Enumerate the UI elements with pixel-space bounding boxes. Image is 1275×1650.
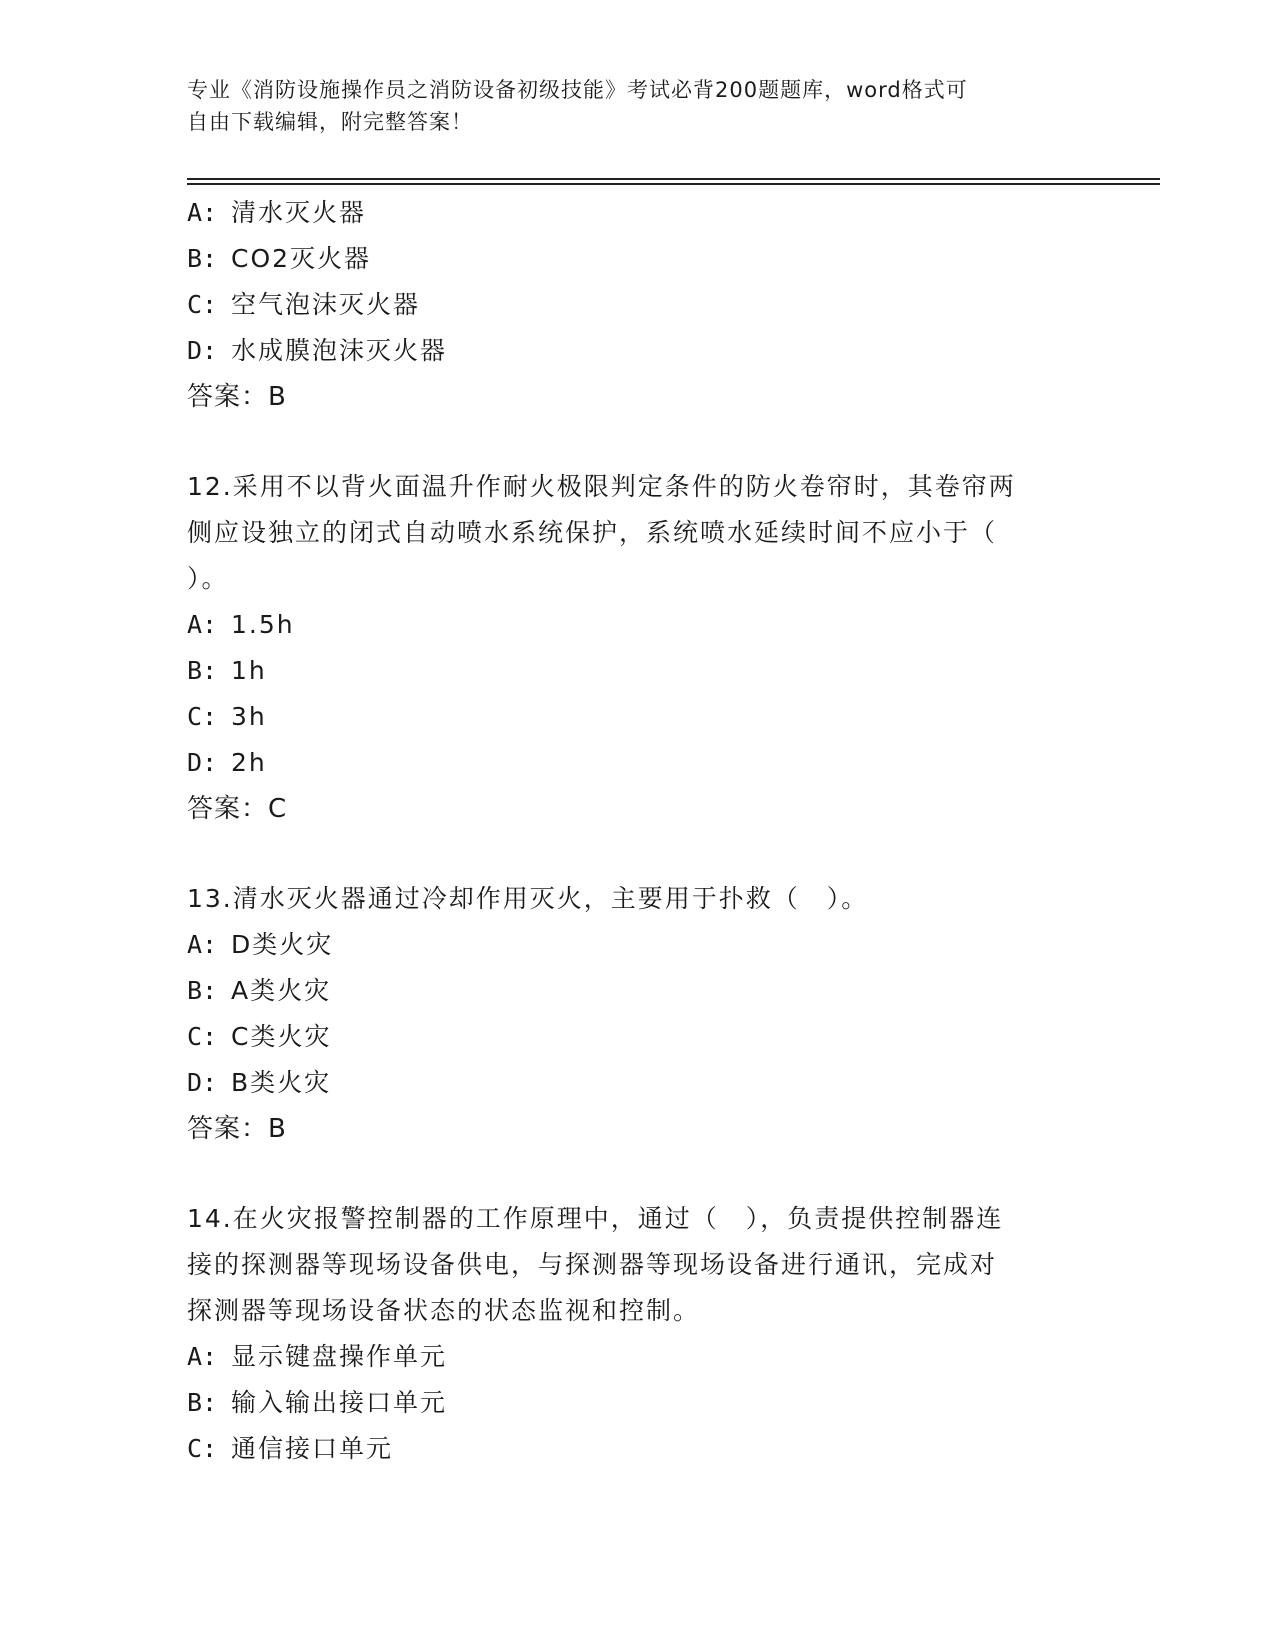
- option-text: 水成膜泡沫灭火器: [231, 336, 448, 365]
- option-label: A:: [187, 930, 218, 959]
- option-a: [187, 1334, 1087, 1380]
- header-line-1: 专业《消防设施操作员之消防设备初级技能》考试必背200题题库，word格式可: [187, 78, 968, 102]
- option-a: [187, 602, 1087, 648]
- option-label: C:: [187, 1434, 218, 1463]
- option-a: [187, 922, 1087, 968]
- option-text: 通信接口单元: [231, 1434, 394, 1463]
- option-d: [187, 1060, 1087, 1106]
- question-14-block: [187, 1196, 1087, 1472]
- question-11-block: [187, 190, 1087, 420]
- option-label: D:: [187, 336, 218, 365]
- question-list: [187, 190, 1087, 1472]
- spacer: [187, 832, 1087, 876]
- question-text-line: 探测器等现场设备状态的状态监视和控制。: [187, 1296, 701, 1325]
- header-divider-bottom: [187, 183, 1160, 185]
- option-label: B:: [187, 1388, 218, 1417]
- answer-line: 答案：B: [187, 382, 287, 412]
- answer-line: 答案：B: [187, 1114, 287, 1144]
- option-text: 1.5h: [231, 610, 295, 639]
- option-text: 1h: [231, 656, 267, 685]
- option-label: D:: [187, 748, 218, 777]
- option-text: 3h: [231, 702, 267, 731]
- question-text-line: ）。: [187, 564, 229, 593]
- option-label: B:: [187, 656, 218, 685]
- question-text-line: 12.采用不以背火面温升作耐火极限判定条件的防火卷帘时，其卷帘两: [187, 472, 1016, 501]
- option-label: B:: [187, 976, 218, 1005]
- option-c: [187, 694, 1087, 740]
- option-label: B:: [187, 244, 218, 273]
- option-d: [187, 740, 1087, 786]
- option-b: [187, 1380, 1087, 1426]
- option-d: [187, 328, 1087, 374]
- option-label: A:: [187, 610, 218, 639]
- option-text: CO2灭火器: [231, 244, 372, 273]
- question-13-block: [187, 876, 1087, 1152]
- spacer: [187, 1152, 1087, 1196]
- option-label: A:: [187, 198, 218, 227]
- option-text: 输入输出接口单元: [231, 1388, 448, 1417]
- option-text: B类火灾: [231, 1068, 332, 1097]
- question-12-block: [187, 464, 1087, 832]
- option-text: D类火灾: [231, 930, 334, 959]
- question-text-line: 13.清水灭火器通过冷却作用灭火，主要用于扑救（ ）。: [187, 884, 869, 913]
- question-text-line: 14.在火灾报警控制器的工作原理中，通过（ ），负责提供控制器连: [187, 1204, 1004, 1233]
- option-label: D:: [187, 1068, 218, 1097]
- option-text: 显示键盘操作单元: [231, 1342, 448, 1371]
- question-text-line: 接的探测器等现场设备供电，与探测器等现场设备进行通讯，完成对: [187, 1250, 998, 1279]
- option-label: C:: [187, 290, 218, 319]
- question-text-line: 侧应设独立的闭式自动喷水系统保护，系统喷水延续时间不应小于（: [187, 518, 998, 547]
- option-c: [187, 282, 1087, 328]
- option-b: [187, 968, 1087, 1014]
- option-text: A类火灾: [231, 976, 332, 1005]
- document-header: [187, 74, 1067, 138]
- option-b: [187, 236, 1087, 282]
- option-text: 空气泡沫灭火器: [231, 290, 421, 319]
- option-label: C:: [187, 1022, 218, 1051]
- option-b: [187, 648, 1087, 694]
- option-c: [187, 1014, 1087, 1060]
- option-c: [187, 1426, 1087, 1472]
- spacer: [187, 420, 1087, 464]
- answer-line: 答案：C: [187, 794, 288, 824]
- option-label: C:: [187, 702, 218, 731]
- option-a: [187, 190, 1087, 236]
- header-divider-top: [187, 178, 1160, 180]
- header-line-2: 自由下载编辑，附完整答案！: [187, 110, 473, 134]
- option-text: C类火灾: [231, 1022, 332, 1051]
- option-label: A:: [187, 1342, 218, 1371]
- option-text: 2h: [231, 748, 267, 777]
- option-text: 清水灭火器: [231, 198, 367, 227]
